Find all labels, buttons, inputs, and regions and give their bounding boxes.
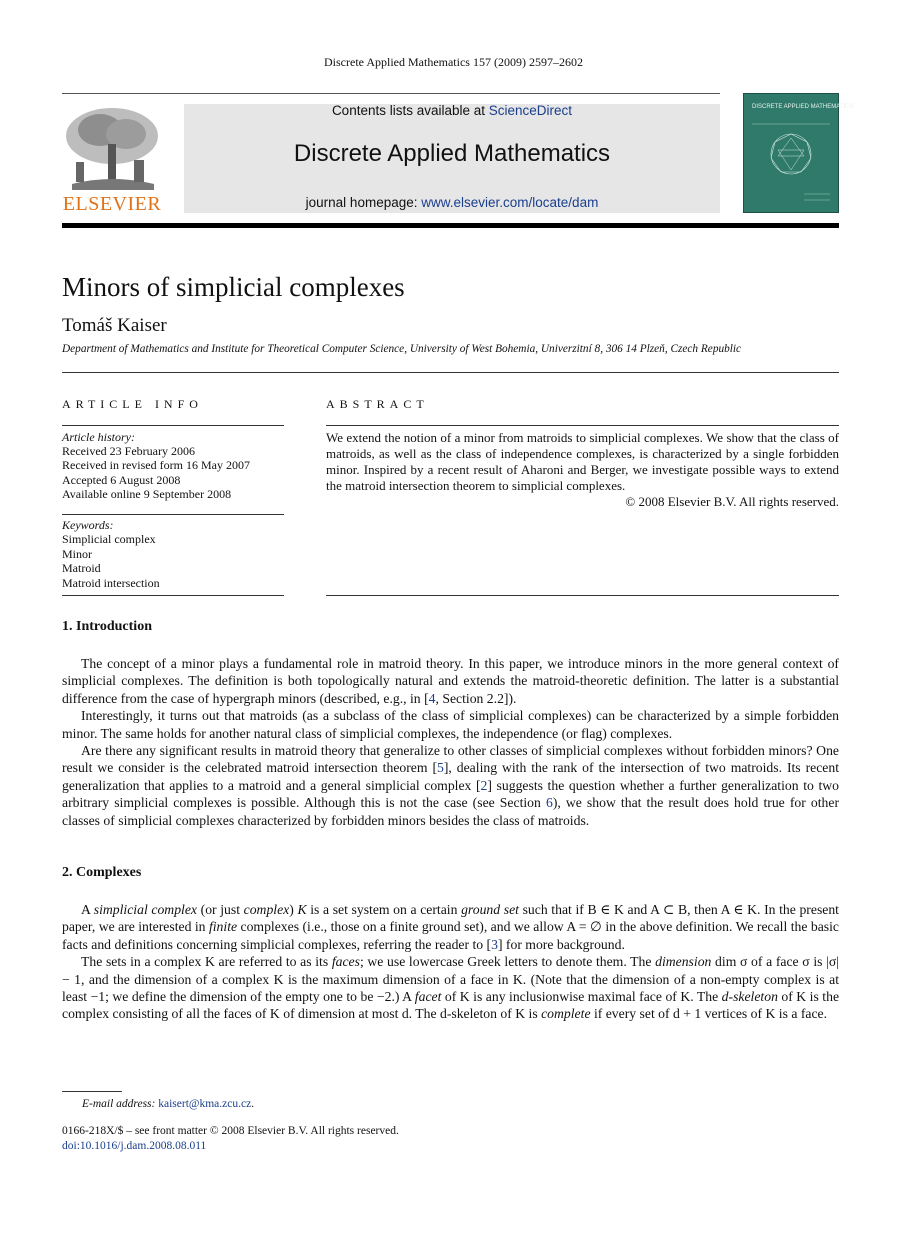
journal-cover-image bbox=[743, 93, 854, 213]
keywords-label: Keywords: bbox=[62, 518, 114, 532]
keyword: Matroid bbox=[62, 561, 101, 576]
text-run: ] suggests the question whether a further generalization to two arbitrary simplicial complexes is possible. Although this is not the case (see Section bbox=[62, 777, 839, 811]
term: dimension bbox=[655, 954, 712, 970]
section-body-complexes bbox=[62, 901, 839, 1023]
header-top-rule bbox=[62, 93, 720, 94]
term: faces bbox=[331, 954, 360, 970]
section-heading-introduction: 1. Introduction bbox=[62, 619, 152, 634]
doi-link[interactable]: doi:10.1016/j.dam.2008.08.011 bbox=[62, 1140, 207, 1152]
footnote-rule bbox=[62, 1091, 122, 1092]
section-link[interactable]: 6 bbox=[545, 795, 553, 811]
paragraph bbox=[62, 953, 839, 1023]
paragraph bbox=[62, 655, 839, 707]
citation-link[interactable]: 2 bbox=[480, 777, 488, 793]
text-run: dim σ of a face σ is |σ| − 1, and the dimension of a complex K is the maximum dimension of a face in K. (Note that the dimension of a non-empty complex is at least −1; we define the dimension of the empty one to be −2.) A bbox=[62, 954, 839, 1005]
term: simplicial complex bbox=[93, 902, 197, 917]
text-run: , Section 2.2]). bbox=[435, 690, 517, 706]
math-symbol: K bbox=[297, 902, 307, 917]
keywords bbox=[62, 518, 284, 590]
citation-link[interactable]: 3 bbox=[491, 936, 498, 952]
term: ground set bbox=[461, 902, 519, 917]
text-run: of K is the complex consisting of all the faces of K of dimension at most d. The d-skeleton of K is bbox=[62, 989, 840, 1022]
text-run: ], dealing with the rank of the intersection of two matroids. Its recent generalization that applies to a matroid and a general simplicial complex [ bbox=[62, 760, 839, 793]
text-run: ; we use lowercase Greek letters to denote them. The bbox=[359, 954, 656, 970]
author-email-link[interactable]: kaisert@kma.zcu.cz bbox=[158, 1098, 252, 1110]
paragraph bbox=[62, 901, 839, 953]
contents-prefix: Contents lists available at bbox=[331, 103, 489, 118]
history-item: Received 23 February 2006 bbox=[62, 444, 195, 459]
text-run: ), we show that the result does hold true for other classes of simplicial complexes characterized by forbidden minors besides the class of matroids. bbox=[62, 795, 840, 828]
divider bbox=[62, 372, 839, 373]
history-item: Received in revised form 16 May 2007 bbox=[62, 458, 250, 473]
author-name: Tomáš Kaiser bbox=[62, 315, 167, 336]
text-run: if every set of d + 1 vertices of K is a face. bbox=[590, 1006, 828, 1022]
citation-link[interactable]: 4 bbox=[428, 690, 436, 706]
text-run: The sets in a complex K are referred to as its bbox=[81, 954, 332, 970]
paragraph: Interestingly, it turns out that matroids (as a subclass of the class of simplicial complexes) can be characterized by a simple forbidden minor. The same holds for another natural class of simplicial complexes, the independence (or flag) complexes. bbox=[62, 708, 839, 741]
sciencedirect-link[interactable]: ScienceDirect bbox=[488, 103, 573, 118]
journal-reference: Discrete Applied Mathematics 157 (2009) 2597–2602 bbox=[324, 55, 583, 69]
homepage-line bbox=[184, 195, 720, 210]
text-run: complexes (i.e., those on a finite ground set), and we allow A = ∅ in the above definition. We recall the basic facts and definitions concerning simplicial complexes, referring the reader to [ bbox=[62, 919, 839, 952]
text-run: A bbox=[81, 902, 94, 917]
paragraph bbox=[62, 742, 839, 829]
keyword: Matroid intersection bbox=[62, 575, 160, 590]
text-run: The concept of a minor plays a fundamental role in matroid theory. In this paper, we introduce minors in the more general context of simplicial complexes. The definition is both topologically natural and extends the matroid-theoretic definition. The latter is a substantial difference from the case of hypergraph minors (described, e.g., in [ bbox=[62, 656, 839, 706]
author-affiliation: Department of Mathematics and Institute for Theoretical Computer Science, University of West Bohemia, Univerzitní 8, 306 14 Plzeň, Czech Republic bbox=[62, 343, 742, 355]
divider bbox=[326, 425, 839, 426]
history-item: Available online 9 September 2008 bbox=[62, 486, 232, 501]
keyword: Simplicial complex bbox=[62, 532, 156, 547]
text-run: is a set system on a certain bbox=[306, 902, 462, 917]
divider bbox=[62, 595, 284, 596]
article-title: Minors of simplicial complexes bbox=[62, 272, 405, 302]
divider bbox=[326, 595, 839, 596]
contents-line bbox=[184, 103, 720, 118]
term: complete bbox=[541, 1006, 591, 1022]
abstract-heading: ABSTRACT bbox=[326, 397, 429, 411]
text-run: such that if B ∈ K and A ⊂ B, then A ∈ K. In the present paper, we are interested in bbox=[62, 902, 839, 935]
journal-homepage-link[interactable]: www.elsevier.com/locate/dam bbox=[421, 195, 599, 210]
abstract-copyright: © 2008 Elsevier B.V. All rights reserved. bbox=[625, 494, 839, 509]
cover-title: DISCRETE APPLIED MATHEMATICS bbox=[752, 104, 854, 110]
keyword: Minor bbox=[62, 546, 92, 561]
text-run: (or just bbox=[197, 902, 244, 917]
term: d-skeleton bbox=[721, 989, 778, 1005]
text-run: Are there any significant results in matroid theory that generalize to other classes of simplicial complexes without forbidden minors? One result we consider is the celebrated matroid intersection theorem [ bbox=[62, 743, 839, 776]
article-history bbox=[62, 430, 284, 501]
abstract-text: We extend the notion of a minor from matroids to simplicial complexes. We show that the class of matroids, as well as the class of independence complexes, is characterized by a single forbidden minor. Inspired by a recent result of Aharoni and Berger, we investigate possible ways to extend the matroid intersection theorem to simplicial complexes. bbox=[326, 430, 839, 493]
history-item: Accepted 6 August 2008 bbox=[62, 472, 181, 487]
citation-link[interactable]: 5 bbox=[437, 760, 444, 776]
text-run: of K is any inclusionwise maximal face of K. The bbox=[441, 989, 722, 1005]
history-label: Article history: bbox=[62, 430, 135, 444]
journal-title: Discrete Applied Mathematics bbox=[293, 140, 611, 167]
term: finite bbox=[208, 919, 238, 935]
abstract-body bbox=[326, 430, 839, 510]
section-heading-complexes: 2. Complexes bbox=[62, 865, 142, 880]
email-footnote bbox=[82, 1098, 254, 1110]
divider bbox=[62, 514, 284, 515]
email-label: E-mail address: bbox=[82, 1098, 159, 1110]
term: complex bbox=[243, 902, 290, 917]
term: facet bbox=[414, 989, 442, 1005]
divider bbox=[62, 425, 284, 426]
text-run: ) bbox=[289, 902, 298, 917]
section-body-introduction bbox=[62, 655, 839, 829]
text-run: . bbox=[251, 1098, 255, 1110]
header-bottom-bar bbox=[62, 223, 839, 228]
text-run: ] for more background. bbox=[497, 936, 625, 952]
front-matter-notice: 0166-218X/$ – see front matter © 2008 Elsevier B.V. All rights reserved. bbox=[62, 1125, 399, 1137]
article-info-heading: ARTICLE INFO bbox=[62, 397, 203, 411]
elsevier-wordmark: ELSEVIER bbox=[62, 193, 162, 215]
homepage-prefix: journal homepage: bbox=[305, 195, 422, 210]
